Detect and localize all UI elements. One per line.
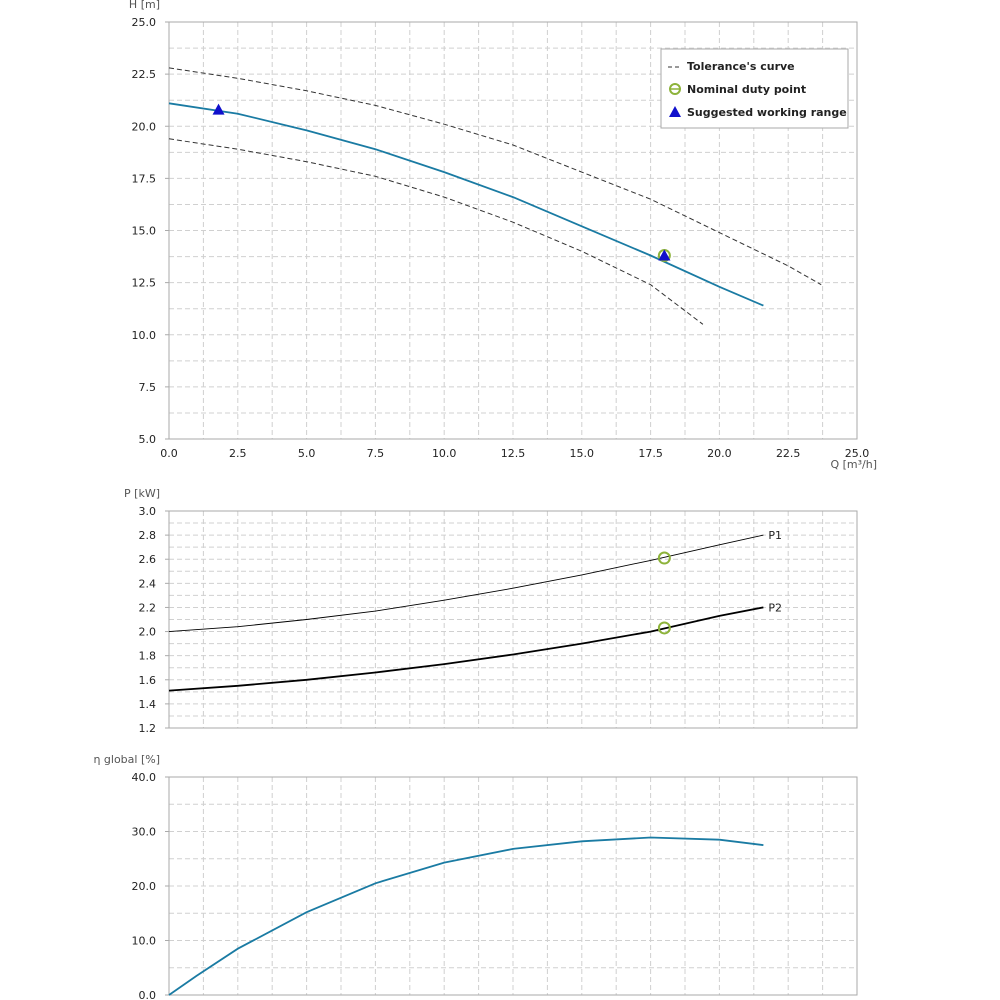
x-tick-label: 7.5 [366, 447, 385, 460]
y-tick-label: 10.0 [131, 328, 156, 342]
series-label-p2: P2 [768, 601, 783, 615]
y-tick-label: 2.0 [138, 625, 156, 639]
y-tick-label: 1.2 [138, 722, 156, 735]
efficiency-main-line [169, 838, 763, 996]
y-tick-label: 17.5 [131, 172, 156, 186]
head-y-axis-title: H [m] [128, 0, 160, 11]
x-tick-label: 22.5 [775, 447, 801, 460]
x-tick-label: 5.0 [297, 447, 316, 460]
series-label-p1: P1 [768, 529, 783, 543]
y-tick-label: 20.0 [131, 120, 156, 134]
y-tick-label: 5.0 [138, 433, 156, 446]
y-tick-label: 15.0 [131, 224, 156, 238]
x-tick-label: 20.0 [707, 447, 732, 460]
y-tick-label: 10.0 [131, 934, 156, 948]
x-tick-label: 10.0 [431, 447, 457, 460]
y-tick-label: 22.5 [131, 68, 156, 82]
legend-label-nominal: Nominal duty point [687, 83, 807, 96]
legend-label-range: Suggested working range [687, 106, 847, 119]
y-tick-label: 25.0 [131, 16, 156, 29]
y-tick-label: 2.6 [138, 553, 156, 567]
power-grid [169, 511, 857, 728]
y-tick-label: 2.8 [138, 529, 156, 543]
x-tick-label: 0.0 [160, 447, 178, 460]
y-tick-label: 1.4 [138, 697, 156, 711]
y-tick-label: 30.0 [131, 825, 156, 839]
head-x-axis-title: Q [m³/h] [830, 458, 877, 471]
x-tick-label: 15.0 [569, 447, 595, 460]
efficiency-y-axis-title: η global [%] [93, 753, 160, 766]
y-tick-label: 1.8 [138, 649, 156, 663]
x-tick-label: 12.5 [500, 447, 526, 460]
y-tick-label: 7.5 [138, 380, 156, 394]
head-tolerance-line [169, 139, 703, 324]
legend-label-tolerance: Tolerance's curve [687, 60, 795, 73]
efficiency-grid [169, 777, 857, 995]
y-tick-label: 1.6 [138, 673, 156, 687]
y-tick-label: 12.5 [131, 276, 156, 290]
y-tick-label: 0.0 [138, 989, 156, 1000]
y-tick-label: 2.2 [138, 601, 156, 615]
x-tick-label: 25.0 [844, 447, 870, 460]
power-y-axis-title: P [kW] [124, 487, 160, 500]
x-tick-label: 2.5 [229, 447, 247, 460]
working-range-marker [213, 104, 225, 115]
y-tick-label: 2.4 [138, 577, 156, 591]
y-tick-label: 20.0 [131, 880, 156, 893]
x-tick-label: 17.5 [638, 447, 663, 460]
y-tick-label: 40.0 [131, 771, 156, 784]
y-tick-label: 3.0 [138, 505, 156, 518]
